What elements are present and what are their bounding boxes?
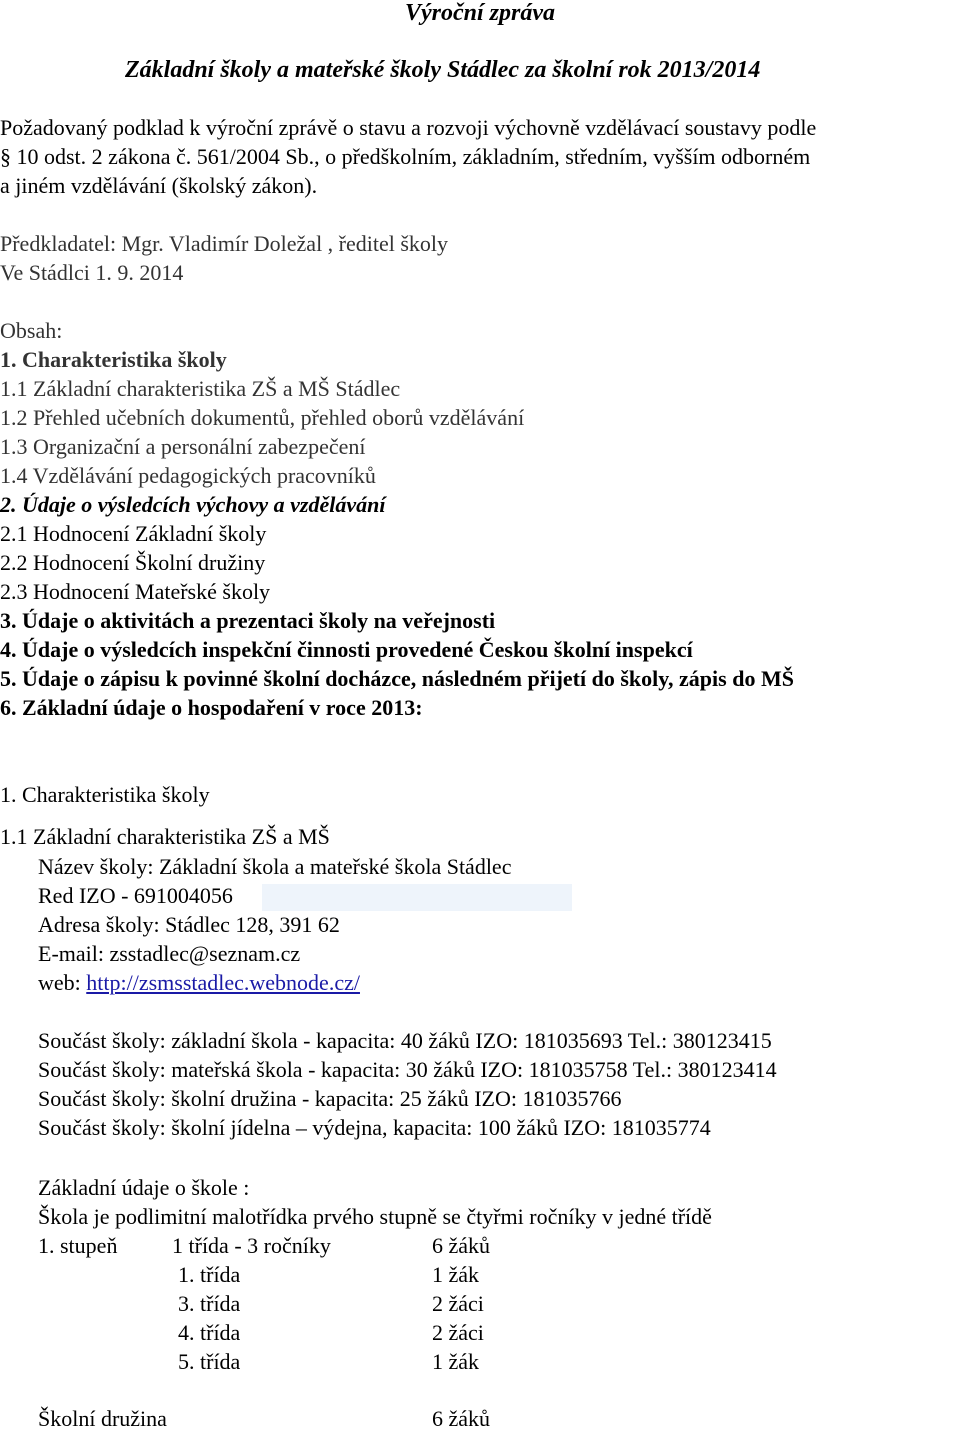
grade-row-count: 1 žák — [432, 1349, 480, 1374]
toc-item: 1.3 Organizační a personální zabezpečení — [0, 434, 366, 459]
basic-info-text: Škola je podlimitní malotřídka prvého stupně se čtyřmi ročníky v jedné třídě — [38, 1204, 712, 1229]
school-email: E-mail: zsstadlec@seznam.cz — [38, 941, 301, 966]
toc-item: 2.1 Hodnocení Základní školy — [0, 521, 267, 546]
toc-item: 4. Údaje o výsledcích inspekční činnosti provedené Českou školní inspekcí — [0, 637, 693, 662]
document-title: Výroční zpráva — [405, 0, 555, 26]
toc-item: 2. Údaje o výsledcích výchovy a vzdělávání — [0, 492, 386, 517]
druzina-count: 6 žáků — [432, 1406, 491, 1431]
school-part: Součást školy: základní škola - kapacita: 40 žáků IZO: 181035693 Tel.: 380123415 — [38, 1028, 772, 1053]
grade-row-class: 1. třída — [178, 1262, 241, 1287]
place-date: Ve Stádlci 1. 9. 2014 — [0, 260, 184, 285]
section-heading: 1. Charakteristika školy — [0, 782, 210, 807]
grade-row-count: 2 žáci — [432, 1291, 484, 1316]
school-name: Název školy: Základní škola a mateřské škola Stádlec — [38, 854, 512, 879]
grade-row-count: 1 žák — [432, 1262, 480, 1287]
section-sign-icon: § — [0, 144, 11, 169]
grade-row-class: 5. třída — [178, 1349, 241, 1374]
grade-row-count: 6 žáků — [432, 1233, 491, 1258]
school-part: Součást školy: mateřská škola - kapacita: 30 žáků IZO: 181035758 Tel.: 380123414 — [38, 1057, 777, 1082]
grade-row-label: 1. stupeň — [38, 1233, 118, 1258]
toc-label: Obsah: — [0, 318, 63, 343]
highlight-box — [262, 884, 572, 911]
toc-item: 1.4 Vzdělávání pedagogických pracovníků — [0, 463, 376, 488]
druzina-label: Školní družina — [38, 1406, 167, 1431]
intro-line-1: Požadovaný podklad k výroční zprávě o stavu a rozvoji výchovně vzdělávací soustavy podle — [0, 115, 817, 140]
subsection-heading: 1.1 Základní charakteristika ZŠ a MŠ — [0, 824, 330, 849]
grade-row-class: 4. třída — [178, 1320, 241, 1345]
intro-line-3: a jiném vzdělávání (školský zákon). — [0, 173, 318, 198]
basic-info-label: Základní údaje o škole : — [38, 1175, 250, 1200]
grade-row-class: 3. třída — [178, 1291, 241, 1316]
school-web — [38, 970, 360, 996]
school-part: Součást školy: školní družina - kapacita: 25 žáků IZO: 181035766 — [38, 1086, 622, 1111]
toc-item: 1. Charakteristika školy — [0, 347, 227, 372]
intro-line-2: § 10 odst. 2 zákona č. 561/2004 Sb., o předškolním, základním, středním, vyšším odborném — [0, 144, 811, 169]
toc-item: 1.1 Základní charakteristika ZŠ a MŠ Stádlec — [0, 376, 401, 401]
toc-item: 1.2 Přehled učebních dokumentů, přehled oborů vzdělávání — [0, 405, 525, 430]
red-izo: Red IZO - 691004056 — [38, 883, 233, 908]
toc-item: 3. Údaje o aktivitách a prezentaci školy na veřejnosti — [0, 608, 496, 633]
school-address: Adresa školy: Stádlec 128, 391 62 — [38, 912, 340, 937]
toc-item: 2.2 Hodnocení Školní družiny — [0, 550, 266, 575]
grade-row-count: 2 žáci — [432, 1320, 484, 1345]
toc-item: 5. Údaje o zápisu k povinné školní docházce, následném přijetí do školy, zápis do MŠ — [0, 666, 794, 691]
school-part: Součást školy: školní jídelna – výdejna, kapacita: 100 žáků IZO: 181035774 — [38, 1115, 711, 1140]
toc-item: 6. Základní údaje o hospodaření v roce 2013: — [0, 695, 423, 720]
submitter: Předkladatel: Mgr. Vladimír Doležal , ředitel školy — [0, 231, 449, 256]
web-label: web: — [38, 970, 87, 995]
toc-item: 2.3 Hodnocení Mateřské školy — [0, 579, 271, 604]
document-subtitle: Základní školy a mateřské školy Stádlec za školní rok 2013/2014 — [125, 57, 761, 83]
grade-row-class: 1 třída - 3 ročníky — [172, 1233, 331, 1258]
web-link[interactable]: http://zsmsstadlec.webnode.cz/ — [86, 970, 360, 995]
